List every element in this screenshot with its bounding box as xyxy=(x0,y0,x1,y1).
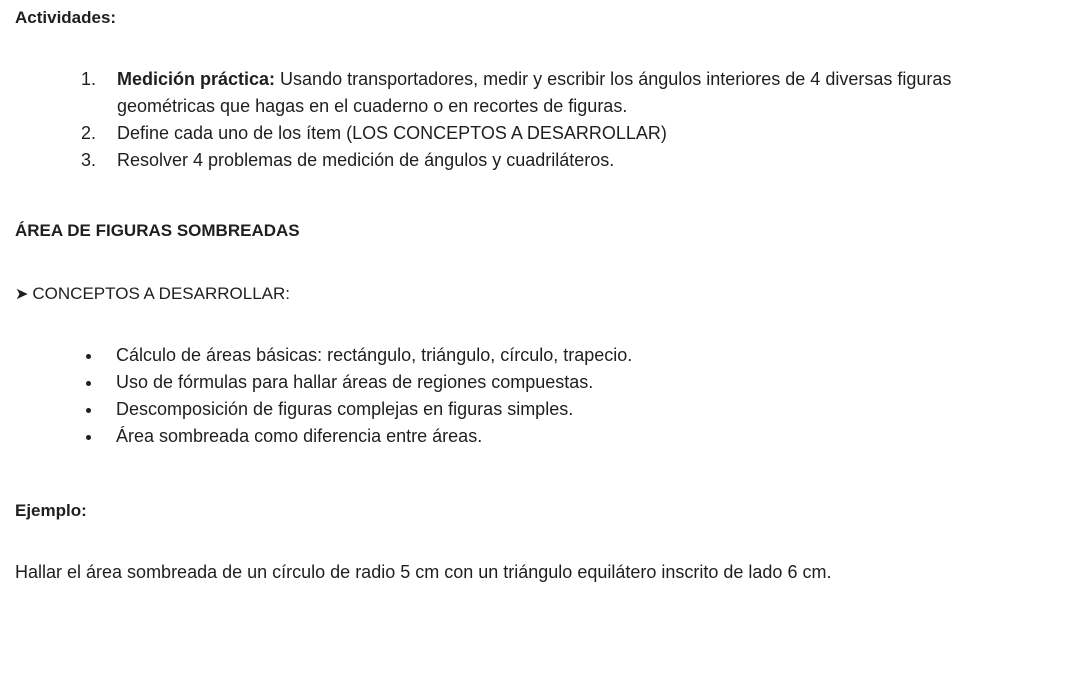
area-heading: ÁREA DE FIGURAS SOMBREADAS xyxy=(15,221,300,240)
example-text: Hallar el área sombreada de un círculo de radio 5 cm con un triángulo equilátero inscrito de lado 6 cm. xyxy=(15,562,832,582)
activity-number: 1. xyxy=(81,69,97,89)
concept-item xyxy=(0,369,1050,396)
concepts-label-line xyxy=(15,283,290,306)
actividades-heading: Actividades: xyxy=(15,8,117,27)
arrow-bullet-icon: ➤ xyxy=(15,286,29,303)
bullet-icon xyxy=(86,354,91,359)
bullet-icon xyxy=(86,435,91,440)
concepts-list xyxy=(0,342,1050,450)
concept-text: Descomposición de figuras complejas en figuras simples. xyxy=(116,399,574,419)
concept-text: Uso de fórmulas para hallar áreas de regiones compuestas. xyxy=(116,372,594,392)
ejemplo-heading: Ejemplo: xyxy=(15,501,87,520)
bullet-icon xyxy=(86,381,91,386)
activity-bold-label: Medición práctica: xyxy=(117,69,276,89)
activity-text: Usando transportadores, medir y escribir los ángulos interiores de 4 diversas figuras geométricas que hagas en el cuaderno o en recortes de figuras. xyxy=(117,69,952,116)
concept-text: Cálculo de áreas básicas: rectángulo, triángulo, círculo, trapecio. xyxy=(116,345,633,365)
activity-text: Define cada uno de los ítem (LOS CONCEPTOS A DESARROLLAR) xyxy=(117,123,667,143)
activity-number: 3. xyxy=(81,150,97,170)
activity-text: Resolver 4 problemas de medición de ángulos y cuadriláteros. xyxy=(117,150,615,170)
concept-text: Área sombreada como diferencia entre áreas. xyxy=(116,426,483,446)
concept-item xyxy=(0,423,1050,450)
activity-number: 2. xyxy=(81,123,97,143)
concept-item xyxy=(0,396,1050,423)
concept-item xyxy=(0,342,1050,369)
activity-item xyxy=(0,120,1050,147)
bullet-icon xyxy=(86,408,91,413)
concepts-label: CONCEPTOS A DESARROLLAR: xyxy=(32,284,291,303)
activities-list xyxy=(0,66,1050,174)
activity-item xyxy=(0,147,1050,174)
activity-item xyxy=(0,66,1050,120)
